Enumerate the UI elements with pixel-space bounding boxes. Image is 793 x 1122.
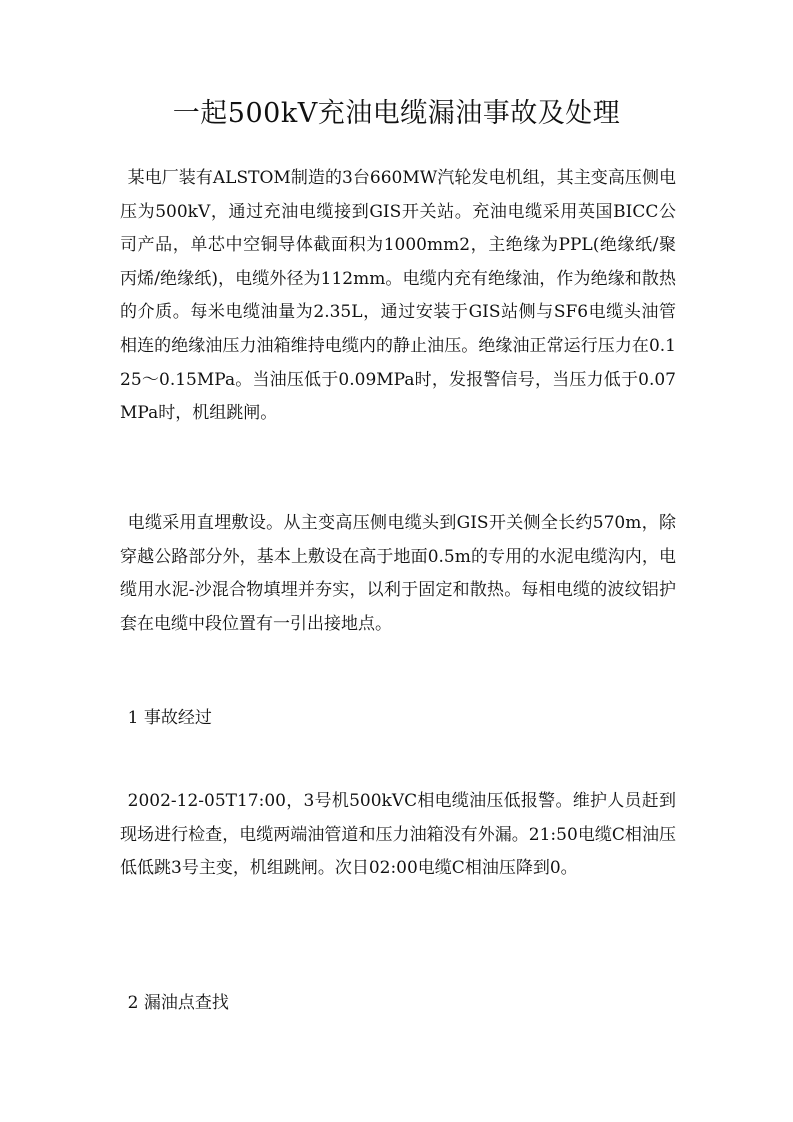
- paragraph-cable-laying: 电缆采用直埋敷设。从主变高压侧电缆头到GIS开关侧全长约570m，除穿越公路部分外，基本上敷设在高于地面0.5m的专用的水泥电缆沟内，电缆用水泥-沙混合物填埋并夯实，以利于固定和散热。每相电缆的波纹铝护套在电缆中段位置有一引出接地点。: [120, 513, 676, 634]
- paragraph-accident-details: 2002-12-05T17:00，3号机500kVC相电缆油压低报警。维护人员赶到现场进行检查，电缆两端油管道和压力油箱没有外漏。21:50电缆C相油压低低跳3号主变，机组跳闸。次日02:00电缆C相油压降到0。: [120, 791, 676, 879]
- document-title: 一起500kV充油电缆漏油事故及处理: [172, 98, 621, 129]
- section-heading-leak-search: 2 漏油点查找: [127, 993, 229, 1013]
- section-heading-accident-process: 1 事故经过: [127, 708, 212, 728]
- paragraph-intro: 某电厂装有ALSTOM制造的3台660MW汽轮发电机组，其主变高压侧电压为500kV，通过充油电缆接到GIS开关站。充油电缆采用英国BICC公司产品，单芯中空铜导体截面积为1000mm2，主绝缘为PPL(绝缘纸/聚丙烯/绝缘纸)，电缆外径为112mm。电缆内充有绝缘油，作为绝缘和散热的介质。每米电缆油量为2.35L，通过安装于GIS站侧与SF6电缆头油管相连的绝缘油压力油箱维持电缆内的静止油压。绝缘油正常运行压力在0.125～0.15MPa。当油压低于0.09MPa时，发报警信号，当压力低于0.07MPa时，机组跳闸。: [120, 168, 676, 424]
